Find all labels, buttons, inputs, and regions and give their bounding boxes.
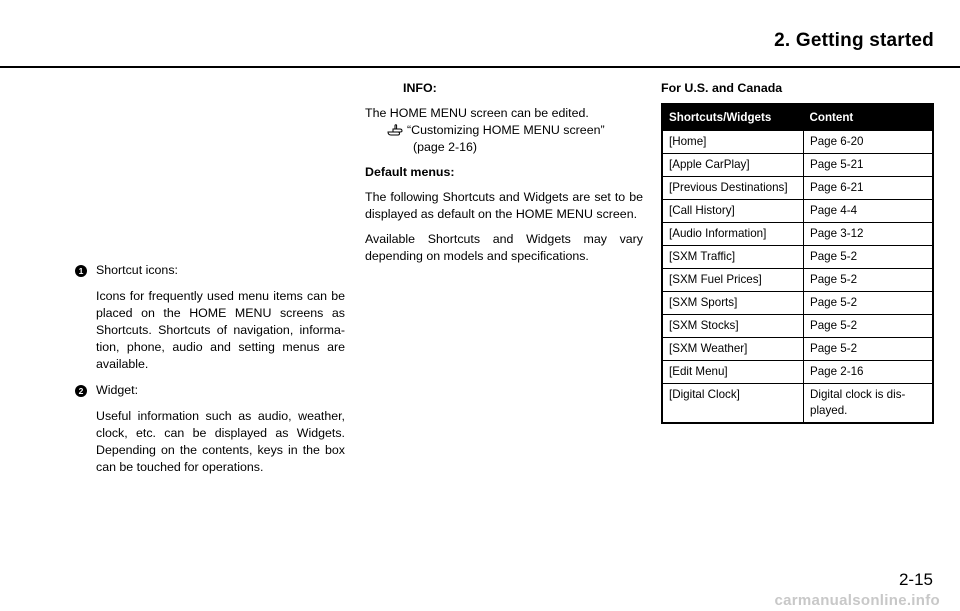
- table-cell: [SXM Sports]: [662, 292, 804, 315]
- left-column: [75, 262, 345, 485]
- table-row: [662, 361, 933, 384]
- table-cell: Page 2-16: [804, 361, 934, 384]
- paragraph: The following Shortcuts and Widgets are set to be displayed as default on the HOME MENU screen.: [365, 190, 643, 221]
- table-header-row: [662, 104, 933, 131]
- watermark[interactable]: carmanualsonline.info: [774, 592, 940, 609]
- paragraph: Available Shortcuts and Widgets may vary depending on models and specifications.: [365, 232, 643, 263]
- chapter-title: 2. Getting started: [774, 30, 934, 51]
- table-row: [662, 269, 933, 292]
- column-header: Shortcuts/Widgets: [662, 104, 804, 131]
- reference-title: “Customizing HOME MENU screen”: [407, 123, 605, 137]
- right-column: [661, 80, 937, 424]
- table-cell: Digital clock is dis-played.: [804, 384, 934, 424]
- table-cell: Page 5-2: [804, 315, 934, 338]
- table-cell: Page 6-21: [804, 177, 934, 200]
- header-rule: [0, 66, 960, 68]
- table-cell: Page 6-20: [804, 131, 934, 154]
- shortcuts-table: [661, 103, 934, 424]
- table-cell: Page 4-4: [804, 200, 934, 223]
- middle-column: [365, 80, 643, 273]
- table-row: [662, 338, 933, 361]
- reference-page: (page 2-16): [413, 140, 478, 154]
- table-row: [662, 131, 933, 154]
- cross-reference[interactable]: [365, 122, 643, 156]
- table-cell: Page 5-2: [804, 269, 934, 292]
- table-cell: [Digital Clock]: [662, 384, 804, 424]
- table-cell: [Apple CarPlay]: [662, 154, 804, 177]
- item-title: Widget:: [96, 383, 139, 397]
- table-row: [662, 246, 933, 269]
- item-body: Useful information such as audio, weather, clock, etc. can be displayed as Widgets. Depending on the contents, keys in the box can be touched for operations.: [96, 409, 345, 474]
- table-cell: [Home]: [662, 131, 804, 154]
- table-cell: Page 5-2: [804, 292, 934, 315]
- table-cell: [Call History]: [662, 200, 804, 223]
- column-header: Content: [804, 104, 934, 131]
- table-row: [662, 292, 933, 315]
- page-number: 2-15: [898, 570, 933, 589]
- reference-pointer-icon: [387, 124, 404, 137]
- table-cell: Page 5-21: [804, 154, 934, 177]
- table-row: [662, 223, 933, 246]
- callout-number-1-icon: 1: [75, 265, 87, 277]
- table-row: [662, 200, 933, 223]
- item-widget-heading: [75, 382, 345, 399]
- table-cell: Page 5-2: [804, 246, 934, 269]
- table-row: [662, 154, 933, 177]
- table-cell: [SXM Weather]: [662, 338, 804, 361]
- table-cell: [Edit Menu]: [662, 361, 804, 384]
- table-cell: Page 5-2: [804, 338, 934, 361]
- table-cell: [SXM Traffic]: [662, 246, 804, 269]
- info-title: INFO:: [403, 81, 437, 95]
- callout-number-2-icon: 2: [75, 385, 87, 397]
- info-text: The HOME MENU screen can be edited.: [365, 106, 589, 120]
- table-row: [662, 177, 933, 200]
- table-row: [662, 315, 933, 338]
- table-cell: [SXM Stocks]: [662, 315, 804, 338]
- item-body: Icons for frequently used menu items can be placed on the HOME MENU screens as Shortcuts. Shortcuts of navigation, informa-tion, phone, audio and setting menus are available.: [96, 289, 345, 371]
- item-title: Shortcut icons:: [96, 263, 178, 277]
- item-shortcut-icons-heading: [75, 262, 345, 279]
- table-caption: For U.S. and Canada: [661, 81, 783, 95]
- table-cell: Page 3-12: [804, 223, 934, 246]
- table-cell: [Audio Information]: [662, 223, 804, 246]
- default-menus-heading: Default menus:: [365, 165, 455, 179]
- table-cell: [SXM Fuel Prices]: [662, 269, 804, 292]
- table-row: [662, 384, 933, 424]
- table-cell: [Previous Destinations]: [662, 177, 804, 200]
